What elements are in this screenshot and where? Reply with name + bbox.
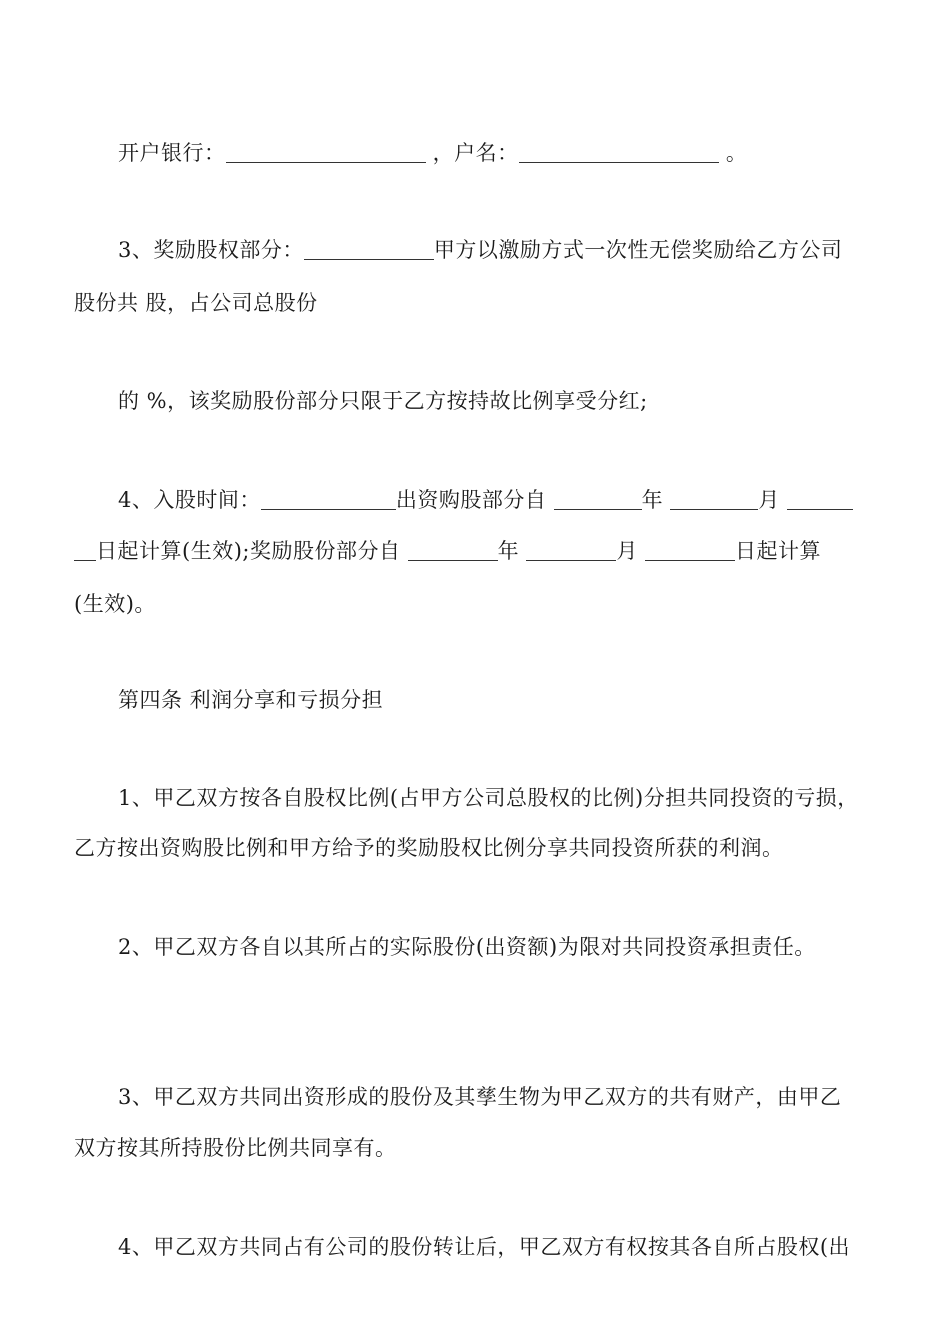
text-segment: 年: [497, 539, 527, 563]
reward-equity-line: [118, 236, 924, 264]
text-segment: (生效)。: [74, 592, 156, 616]
text-segment: 的 %，该奖励股份部分只限于乙方按持故比例享受分红;: [118, 389, 648, 413]
fill-in-blank: [261, 487, 396, 510]
text-segment: 日起计算: [735, 539, 822, 563]
text-segment: 日起计算(生效);奖励股份部分自: [96, 539, 408, 563]
reward-equity-percent-line: [118, 387, 924, 415]
text-segment: 4、甲乙双方共同占有公司的股份转让后，甲乙双方有权按其各自所占股权(出: [118, 1235, 851, 1259]
fill-in-blank: [645, 538, 735, 561]
fill-in-blank: [226, 140, 426, 163]
bank-account-line: [118, 139, 924, 167]
text-segment: 甲方以激励方式一次性无偿奖励给乙方公司: [433, 238, 843, 262]
text-segment: 4、入股时间：: [118, 488, 261, 512]
text-segment: 双方按其所持股份比例共同享有。: [74, 1136, 397, 1160]
share-time-continued-line: [74, 537, 880, 565]
text-segment: 。: [718, 141, 748, 165]
clause-1-line-1: [118, 784, 924, 812]
fill-in-blank: [787, 487, 853, 510]
text-segment: 2、甲乙双方各自以其所占的实际股份(出资额)为限对共同投资承担责任。: [118, 935, 816, 959]
fill-in-blank: [408, 538, 498, 561]
text-segment: 乙方按出资购股比例和甲方给予的奖励股权比例分享共同投资所获的利润。: [74, 836, 784, 860]
share-time-line: [118, 486, 924, 514]
text-segment: 3、甲乙双方共同出资形成的股份及其孳生物为甲乙双方的共有财产，由甲乙: [118, 1085, 842, 1109]
clause-3-line-2: [74, 1134, 880, 1162]
fill-in-blank: [670, 487, 758, 510]
text-segment: 月: [616, 539, 646, 563]
fill-in-blank: [519, 140, 719, 163]
text-segment: 月: [758, 488, 787, 512]
text-segment: 3、奖励股权部分：: [118, 238, 304, 262]
text-segment: 第四条 利润分享和亏损分担: [118, 688, 384, 712]
text-segment: ，户名：: [425, 141, 519, 165]
clause-2-line: [118, 933, 924, 961]
text-segment: 1、甲乙双方按各自股权比例(占甲方公司总股权的比例)分担共同投资的亏损，: [118, 786, 859, 810]
share-time-end-line: [74, 590, 880, 618]
fill-in-blank: [304, 237, 434, 260]
fill-in-blank: [554, 487, 642, 510]
article-four-heading: [118, 686, 924, 714]
fill-in-blank: [74, 538, 96, 561]
clause-3-line-1: [118, 1083, 924, 1111]
clause-1-line-2: [74, 834, 880, 862]
text-segment: 开户银行：: [118, 141, 226, 165]
reward-equity-shares-line: [74, 289, 880, 317]
text-segment: 股份共 股，占公司总股份: [74, 291, 318, 315]
text-segment: 年: [641, 488, 671, 512]
fill-in-blank: [526, 538, 616, 561]
text-segment: 出资购股部分自: [395, 488, 554, 512]
clause-4-line-1: [118, 1233, 924, 1261]
